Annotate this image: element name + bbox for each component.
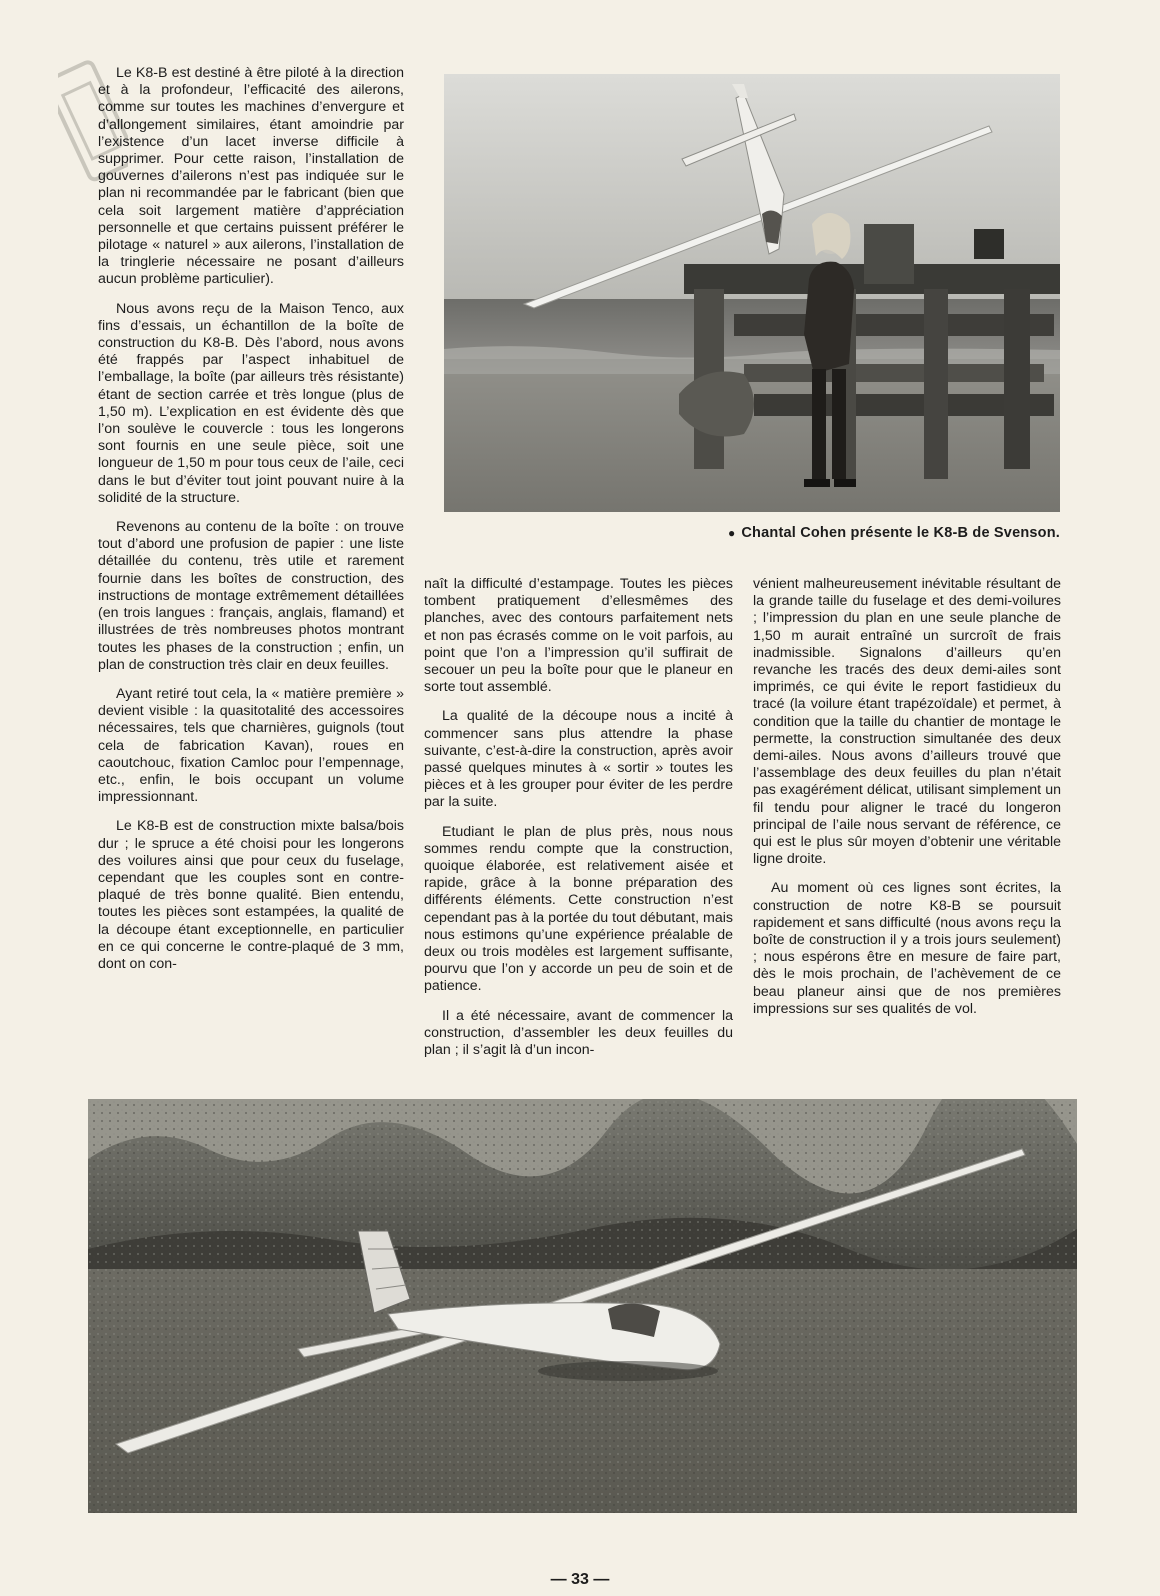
paragraph: naît la difficulté d’estampage. Toutes les pièces tombent pratiquement d’ellesmêmes des planches, avec des contours parfaitement nets et non pas écrasés comme on le voit parfois, au point que l’on a l’impression qu’il suffirait de secouer un peu la boîte pour que le planeur en sorte tout assemblé. [424, 576, 733, 696]
paragraph: Ayant retiré tout cela, la « matière première » devient visible : la quasitotalité des accessoires nécessaires, tels que charnières, guignols (tout cela de fabrication Kavan), roues en caoutchouc, fixation Camloc pour l’empennage, etc., enfin, le bois occupant un volume impressionnant. [98, 685, 404, 806]
paragraph: vénient malheureusement inévitable résultant de la grande taille du fuselage et des demi-voilures ; l’impression du plan en une seule planche de 1,50 m aurait entraîné un surcroît de frais inadmissible. Signalons d’ailleurs qu’en revanche les tracés des deux demi-ailes sont imprimés, ce qui évite le report fastidieux du tracé (la voilure étant trapézoïdale) et permet, à condition que la taille du chantier de montage le permette, la construction simultanée des deux demi-ailes. Nous avons d’ailleurs trouvé que l’assemblage des deux feuilles du plan n’était pas exagérément délicat, utilisant simplement un fil tendu pour aligner le tracé du longeron principal de l’aile nous servant de référence, ce qui est le plus sûr moyen d’obtenir une véritable ligne droite. [753, 576, 1061, 868]
caption-text: Chantal Cohen présente le K8-B de Svenson. [741, 525, 1060, 541]
paragraph: Revenons au contenu de la boîte : on trouve tout d’abord une profusion de papier : une liste détaillée du contenu, très utile et rarement fournie dans les boîtes de construction, des instructions de montage extrêmement détaillées (en trois langues : français, anglais, flamand) et illustrées de très nombreuses photos montrant toutes les phases de la construction ; enfin, un plan de construction très clair en deux feuilles. [98, 519, 404, 673]
photo-caption [640, 525, 1060, 541]
paragraph: Au moment où ces lignes sont écrites, la construction de notre K8-B se poursuit rapidement et sans difficulté (nous avons reçu la boîte de construction il y a trois jours seulement) ; nous espérons être en mesure de faire part, dès le mois prochain, de l’achèvement de ce beau planeur ainsi que de nos premières impressions sur ses qualités de vol. [753, 880, 1061, 1017]
paragraph: Il a été nécessaire, avant de commencer la construction, d’assembler les deux feuilles du plan ; il s’agit là d’un incon- [424, 1007, 733, 1059]
paragraph: Le K8-B est destiné à être piloté à la direction et à la profondeur, l’efficacité des ailerons, comme sur toutes les machines d’envergure et d’allongement similaires, étant amoindrie par l’existence d’un lacet inverse difficile à supprimer. Pour cette raison, l’installation de gouvernes d’ailerons n’est pas indiquée sur le plan ni recommandée par le fabricant (bien que cela soit largement matière d’appréciation personnelle et que certains puissent préférer le pilotage « naturel » aux ailerons, l’installation de la tringlerie nécessaire ne posant d’ailleurs aucun problème particulier). [98, 65, 404, 288]
article-column-right [753, 576, 1061, 1030]
article-column-middle [424, 576, 733, 1071]
paragraph: Etudiant le plan de plus près, nous nous sommes rendu compte que la construction, quoique élaborée, est relativement aisée et rapide, grâce à la bonne préparation des différents éléments. Cette construction n’est cependant pas à la portée du tout débutant, mais nous estimons qu’une expérience préalable de deux ou trois modèles est largement suffisante, pourvu que l’on y accorde un peu de soin et de patience. [424, 823, 733, 995]
photo-glider-on-grass [88, 1099, 1077, 1513]
article-column-left [98, 65, 404, 985]
paragraph: Nous avons reçu de la Maison Tenco, aux fins d’essais, un échantillon de la boîte de construction du K8-B. Dès l’abord, nous avons été frappés par l’aspect inhabituel de l’emballage, la boîte (par ailleurs très résistante) étant de section carrée et très longue (plus de 1,50 m). L’explication en est évidente dès que l’on soulève le couvercle : tous les longerons sont fournis en une seule pièce, soit une longueur de 1,50 m pour tous ceux de l’aile, ceci dans le but d’éviter tout joint pouvant nuire à la solidité de la structure. [98, 300, 404, 506]
paragraph: Le K8-B est de construction mixte balsa/bois dur ; le spruce a été choisi pour les longerons des voilures ainsi que pour ceux du fuselage, cependant que les couples sont en contre-plaqué de très bonne qualité. Bien entendu, toutes les pièces sont estampées, la qualité de la découpe étant exceptionnelle, en particulier en ce qui concerne le contre-plaqué de 3 mm, dont on con- [98, 818, 404, 972]
caption-bullet: ● [727, 526, 736, 540]
page-number: — 33 — [550, 1571, 610, 1588]
paragraph: La qualité de la découpe nous a incité à commencer sans plus attendre la phase suivante, c’est-à-dire la construction, après avoir passé quelques minutes à « sortir » toutes les pièces et à les grouper pour éviter de les perdre par la suite. [424, 708, 733, 811]
photo-woman-holding-glider [444, 74, 1060, 512]
